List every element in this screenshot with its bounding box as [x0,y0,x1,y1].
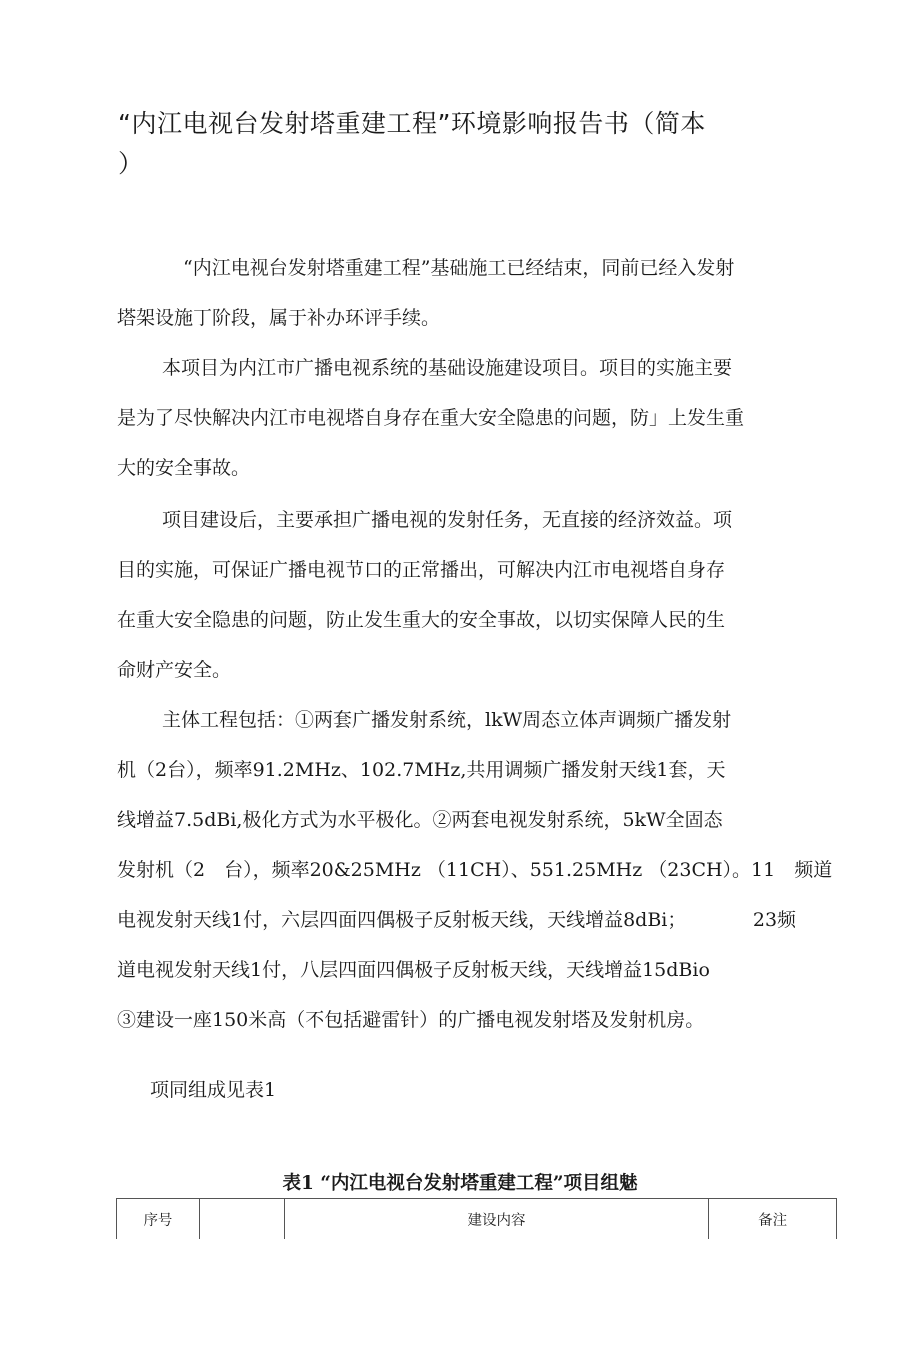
paragraph-line: ③建设一座150米高（不包括避雷针）的广播电视发射塔及发射机房。 [117,1009,705,1031]
project-composition-table [116,1198,837,1239]
paragraph-line: 线增益7.5dBi,极化方式为水平极化。②两套电视发射系统，5kW全固态 [117,809,723,831]
paragraph-line: 项目建设后，主要承担广播电视的发射任务，无直接的经济效益。项 [162,509,733,531]
paragraph-line: 主体工程包括：①两套广播发射系统，lkW周态立体声调频广播发射 [162,709,732,731]
column-header-blank [199,1199,284,1240]
paragraph-line: 塔架设施丁阶段，属于补办环评手续。 [117,307,441,329]
paragraph-line: 目的实施，可保证广播电视节口的正常播出，可解决内江市电视塔自身存 [117,559,726,581]
paragraph-line: 在重大安全隐患的问题，防止发生重大的安全事故，以切实保障人民的生 [117,609,726,631]
document-title-line-2: ） [118,149,144,178]
paragraph-line: 发射机（2 台），频率20&25MHz （11CH）、551.25MHz （23CH）。11 频道 [117,859,833,881]
paragraph-line: “内江电视台发射塔重建工程”基础施工已经结束，同前已经入发射 [183,257,735,279]
paragraph-line: 本项目为内江市广播电视系统的基础设施建设项目。项目的实施主要 [162,357,733,379]
table-caption: 表1 “内江电视台发射塔重建工程”项目组魅 [282,1173,638,1194]
paragraph-line: 机（2台），频率91.2MHz、102.7MHz,共用调频广播发射天线1套，天 [117,759,726,781]
paragraph-line: 电视发射天线1付，六层四面四偶极子反射板天线，天线增益8dBi； 23频 [117,909,797,931]
table-header-row [117,1199,837,1240]
paragraph-line: 命财产安全。 [117,659,232,681]
paragraph-line: 是为了尽快解决内江市电视塔自身存在重大安全隐患的问题，防」上发生重 [117,407,745,429]
column-header-construction-content: 建设内容 [284,1199,708,1240]
paragraph-line: 大的安全事故。 [117,457,251,479]
paragraph-line: 道电视发射天线1付，八层四面四偶极子反射板天线，天线增益15dBio [117,959,710,981]
column-header-serial-number: 序号 [117,1199,200,1240]
paragraph-line: 项同组成见表1 [150,1079,277,1101]
document-title-line-1: “内江电视台发射塔重建工程”环境影响报告书（简本 [118,109,706,138]
document-title [118,104,838,184]
column-header-remarks: 备注 [709,1199,837,1240]
